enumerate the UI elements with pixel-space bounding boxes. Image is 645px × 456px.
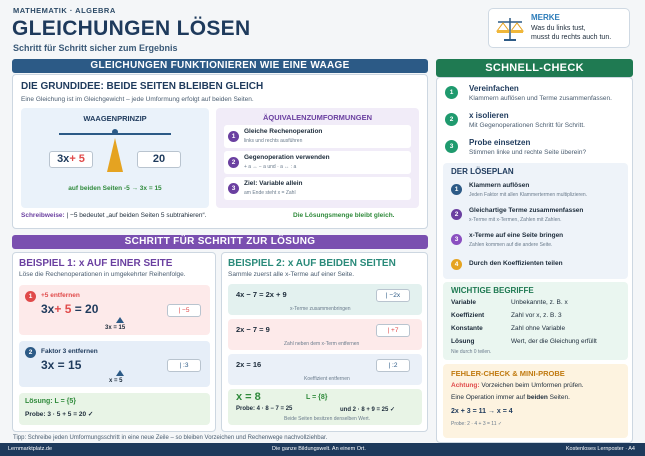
ex1-step1-num: 1 [25, 291, 36, 302]
aequi-card [216, 108, 419, 208]
terms-note: Nie durch 0 teilen. [451, 349, 492, 355]
aequi-num-3: 3 [228, 183, 239, 194]
ex2-row-caption: x-Terme zusammenbringen [290, 306, 351, 312]
ex2-row-eq: 4x − 7 = 2x + 9 [236, 290, 287, 299]
plan-item-title: Gleichartige Terme zusammenfassen [469, 207, 584, 214]
tip-text: Tipp: Schreibe jeden Umformungsschritt in eine neue Zeile – so bleiben Vorzeichen und Rechenwege nachvollziehbar. [13, 435, 328, 441]
ex2-row-eq: 2x − 7 = 9 [236, 325, 270, 334]
plan-item-2 [449, 205, 622, 227]
aequi-item-text: + a ↔ − a und · a ↔ : a [244, 164, 297, 170]
quick-title: Probe einsetzen [469, 138, 531, 147]
waage-caption: auf beiden Seiten -5 → 3x = 15 [68, 185, 162, 192]
section2-band: SCHRITT FÜR SCHRITT ZUR LÖSUNG [12, 235, 428, 249]
ex2-row-3 [228, 354, 422, 385]
aequi-item-text: links und rechts ausführen [244, 138, 303, 144]
ex1-step1-label: +5 entfernen [41, 292, 80, 299]
term-key: Konstante [451, 325, 483, 332]
quick-text: Stimmen linke und rechte Seite überein? [469, 149, 587, 156]
plan-num: 3 [451, 234, 462, 245]
plan-item-4 [449, 255, 622, 273]
ex1-step2-num: 2 [25, 347, 36, 358]
footer-center: Die ganze Bildungswelt. An einem Ort. [272, 446, 366, 452]
ex2-row-op: | −2x [376, 289, 410, 302]
terms-title: WICHTIGE BEGRIFFE [451, 286, 534, 295]
section1-intro: Eine Gleichung ist im Gleichgewicht – jede Umformung erfolgt auf beiden Seiten. [21, 96, 254, 103]
section1-panel [12, 74, 428, 229]
plan-item-3 [449, 230, 622, 252]
ex2-final-set: L = {8} [306, 394, 328, 401]
plan-item-1 [449, 180, 622, 202]
plan-item-title: Durch den Koeffizienten teilen [469, 260, 563, 267]
term-key: Koeffizient [451, 312, 485, 319]
fehler-warn: Achtung: Vorzeichen beim Umformen prüfen. [451, 382, 584, 389]
section1-heading: DIE GRUNDIDEE: BEIDE SEITEN BLEIBEN GLEICH [21, 81, 264, 92]
example2-intro: Sammle zuerst alle x-Terme auf einer Seite. [228, 271, 355, 278]
ex1-step2-eq: 3x = 15 [41, 358, 82, 372]
quick-num: 1 [445, 86, 458, 99]
ex1-check: Probe: 3 · 5 + 5 = 20 ✓ [25, 411, 94, 418]
ex2-row-op: | +7 [376, 324, 410, 337]
ex2-row-1 [228, 284, 422, 315]
footer-left: Lernmarktplatz.de [8, 446, 53, 452]
ex2-row-op: | :2 [376, 359, 410, 372]
term-value: Wert, der die Gleichung erfüllt [511, 338, 597, 345]
term-value: Zahl ohne Variable [511, 325, 566, 332]
scale-icon [495, 15, 525, 43]
example2-heading: BEISPIEL 2: x AUF BEIDEN SEITEN [228, 258, 396, 269]
aequi-item-1 [224, 125, 411, 148]
terms-card [443, 282, 628, 360]
plan-item-text: Jeden Faktor mit allen Klammertermen multiplizieren. [469, 192, 588, 198]
quick-item-1 [443, 82, 628, 106]
arrow-up-icon [116, 317, 124, 323]
ex2-final-caption: Beide Seiten besitzen denselben Wert. [284, 416, 371, 422]
quick-num: 2 [445, 113, 458, 126]
plan-item-title: Klammern auflösen [469, 182, 530, 189]
arrow-up-icon [116, 370, 124, 376]
fehler-eq: 2x + 3 = 11 → x = 4 [451, 408, 513, 415]
quick-title: x isolieren [469, 111, 509, 120]
waage-title: WAAGENPRINZIP [83, 114, 147, 123]
footer-right: Kostenloses Lernposter · A4 [565, 446, 635, 452]
fehler-probe: Probe: 2 · 4 + 3 = 11 ✓ [451, 421, 503, 427]
ex1-step2 [19, 341, 210, 387]
term-value: Zahl vor x, z. B. 3 [511, 312, 562, 319]
plan-item-text: x-Terme mit x-Termen, Zahlen mit Zahlen. [469, 217, 562, 223]
ex1-step2-result: x = 5 [109, 378, 123, 384]
fehler-line2: Eine Operation immer auf beiden Seiten. [451, 394, 570, 401]
ex1-solution: Lösung: L = {5} [25, 398, 77, 405]
aequi-item-3 [224, 177, 411, 200]
aequi-num-1: 1 [228, 131, 239, 142]
fehler-title: FEHLER-CHECK & MINI-PROBE [451, 369, 565, 378]
page-title: GLEICHUNGEN LÖSEN [12, 17, 251, 40]
term-value: Unbekannte, z. B. x [511, 299, 568, 306]
plan-num: 2 [451, 209, 462, 220]
plan-card [443, 163, 628, 279]
aequi-item-title: Ziel: Variable allein [244, 180, 303, 187]
plan-num: 4 [451, 259, 462, 270]
fehler-card [443, 364, 628, 438]
plan-num: 1 [451, 184, 462, 195]
quick-title: Vereinfachen [469, 84, 519, 93]
note-right: Die Lösungsmenge bleibt gleich. [293, 212, 395, 219]
merke-box [488, 8, 630, 48]
ex2-final [228, 389, 422, 425]
term-key: Variable [451, 299, 476, 306]
example1-heading: BEISPIEL 1: x AUF EINER SEITE [19, 258, 173, 269]
example1-intro: Löse die Rechenoperationen in umgekehrter Reihenfolge. [19, 271, 186, 278]
quick-item-2 [443, 109, 628, 133]
term-key: Lösung [451, 338, 475, 345]
ex2-row-caption: Koeffizient entfernen [304, 376, 350, 382]
waage-left-pan: 3x+ 5 [49, 151, 93, 168]
ex1-solution-box [19, 393, 210, 425]
ex2-final-eq: x = 8 [236, 391, 261, 403]
header-kicker: MATHEMATIK · ALGEBRA [13, 6, 116, 15]
ex1-step1 [19, 285, 210, 335]
plan-item-title: x-Terme auf eine Seite bringen [469, 232, 564, 239]
ex2-row-2 [228, 319, 422, 350]
aequi-title: ÄQUIVALENZUMFORMUNGEN [262, 113, 373, 122]
quick-item-3 [443, 136, 628, 160]
footer [0, 443, 645, 456]
example1-panel [12, 252, 216, 432]
quick-text: Klammern auflösen und Terme zusammenfassen. [469, 95, 612, 102]
page-subtitle: Schritt für Schritt sicher zum Ergebnis [13, 43, 178, 53]
ex2-check-b: und 2 · 8 + 9 = 25 ✓ [340, 407, 396, 413]
merke-text: Was du links tust, musst du rechts auch tun. [531, 25, 612, 41]
quick-num: 3 [445, 140, 458, 153]
example2-panel [221, 252, 428, 432]
quick-text: Mit Gegenoperationen Schritt für Schritt. [469, 122, 585, 129]
ex1-step2-label: Faktor 3 entfernen [41, 348, 98, 355]
merke-title: MERKE [531, 13, 560, 22]
ex2-check-a: Probe: 4 · 8 − 7 = 25 [236, 406, 293, 412]
plan-item-text: Zahlen kommen auf die andere Seite. [469, 242, 553, 248]
ex1-step1-eq: 3x+ 5 = 20 [41, 302, 99, 316]
waage-right-pan: 20 [137, 151, 181, 168]
plan-title: DER LÖSEPLAN [451, 167, 514, 176]
quick-panel [436, 77, 633, 443]
aequi-item-2 [224, 151, 411, 174]
aequi-item-title: Gegenoperation verwenden [244, 154, 330, 161]
waage-card [21, 108, 209, 208]
ex1-step1-op: | −5 [167, 304, 201, 317]
ex2-row-eq: 2x = 16 [236, 360, 262, 369]
ex1-step1-result: 3x = 15 [105, 325, 126, 331]
aequi-item-title: Gleiche Rechenoperation [244, 128, 323, 135]
quick-band: SCHNELL-CHECK [436, 59, 633, 77]
aequi-item-text: am Ende steht x = Zahl [244, 190, 296, 196]
aequi-num-2: 2 [228, 157, 239, 168]
section1-band: GLEICHUNGEN FUNKTIONIEREN WIE EINE WAAGE [12, 59, 428, 73]
ex2-row-caption: Zahl neben dem x-Term entfernen [284, 341, 360, 347]
ex1-step2-op: | :3 [167, 359, 201, 372]
note-left: Schreibweise: | −5 bedeutet „auf beiden Seiten 5 subtrahieren“. [21, 212, 207, 219]
